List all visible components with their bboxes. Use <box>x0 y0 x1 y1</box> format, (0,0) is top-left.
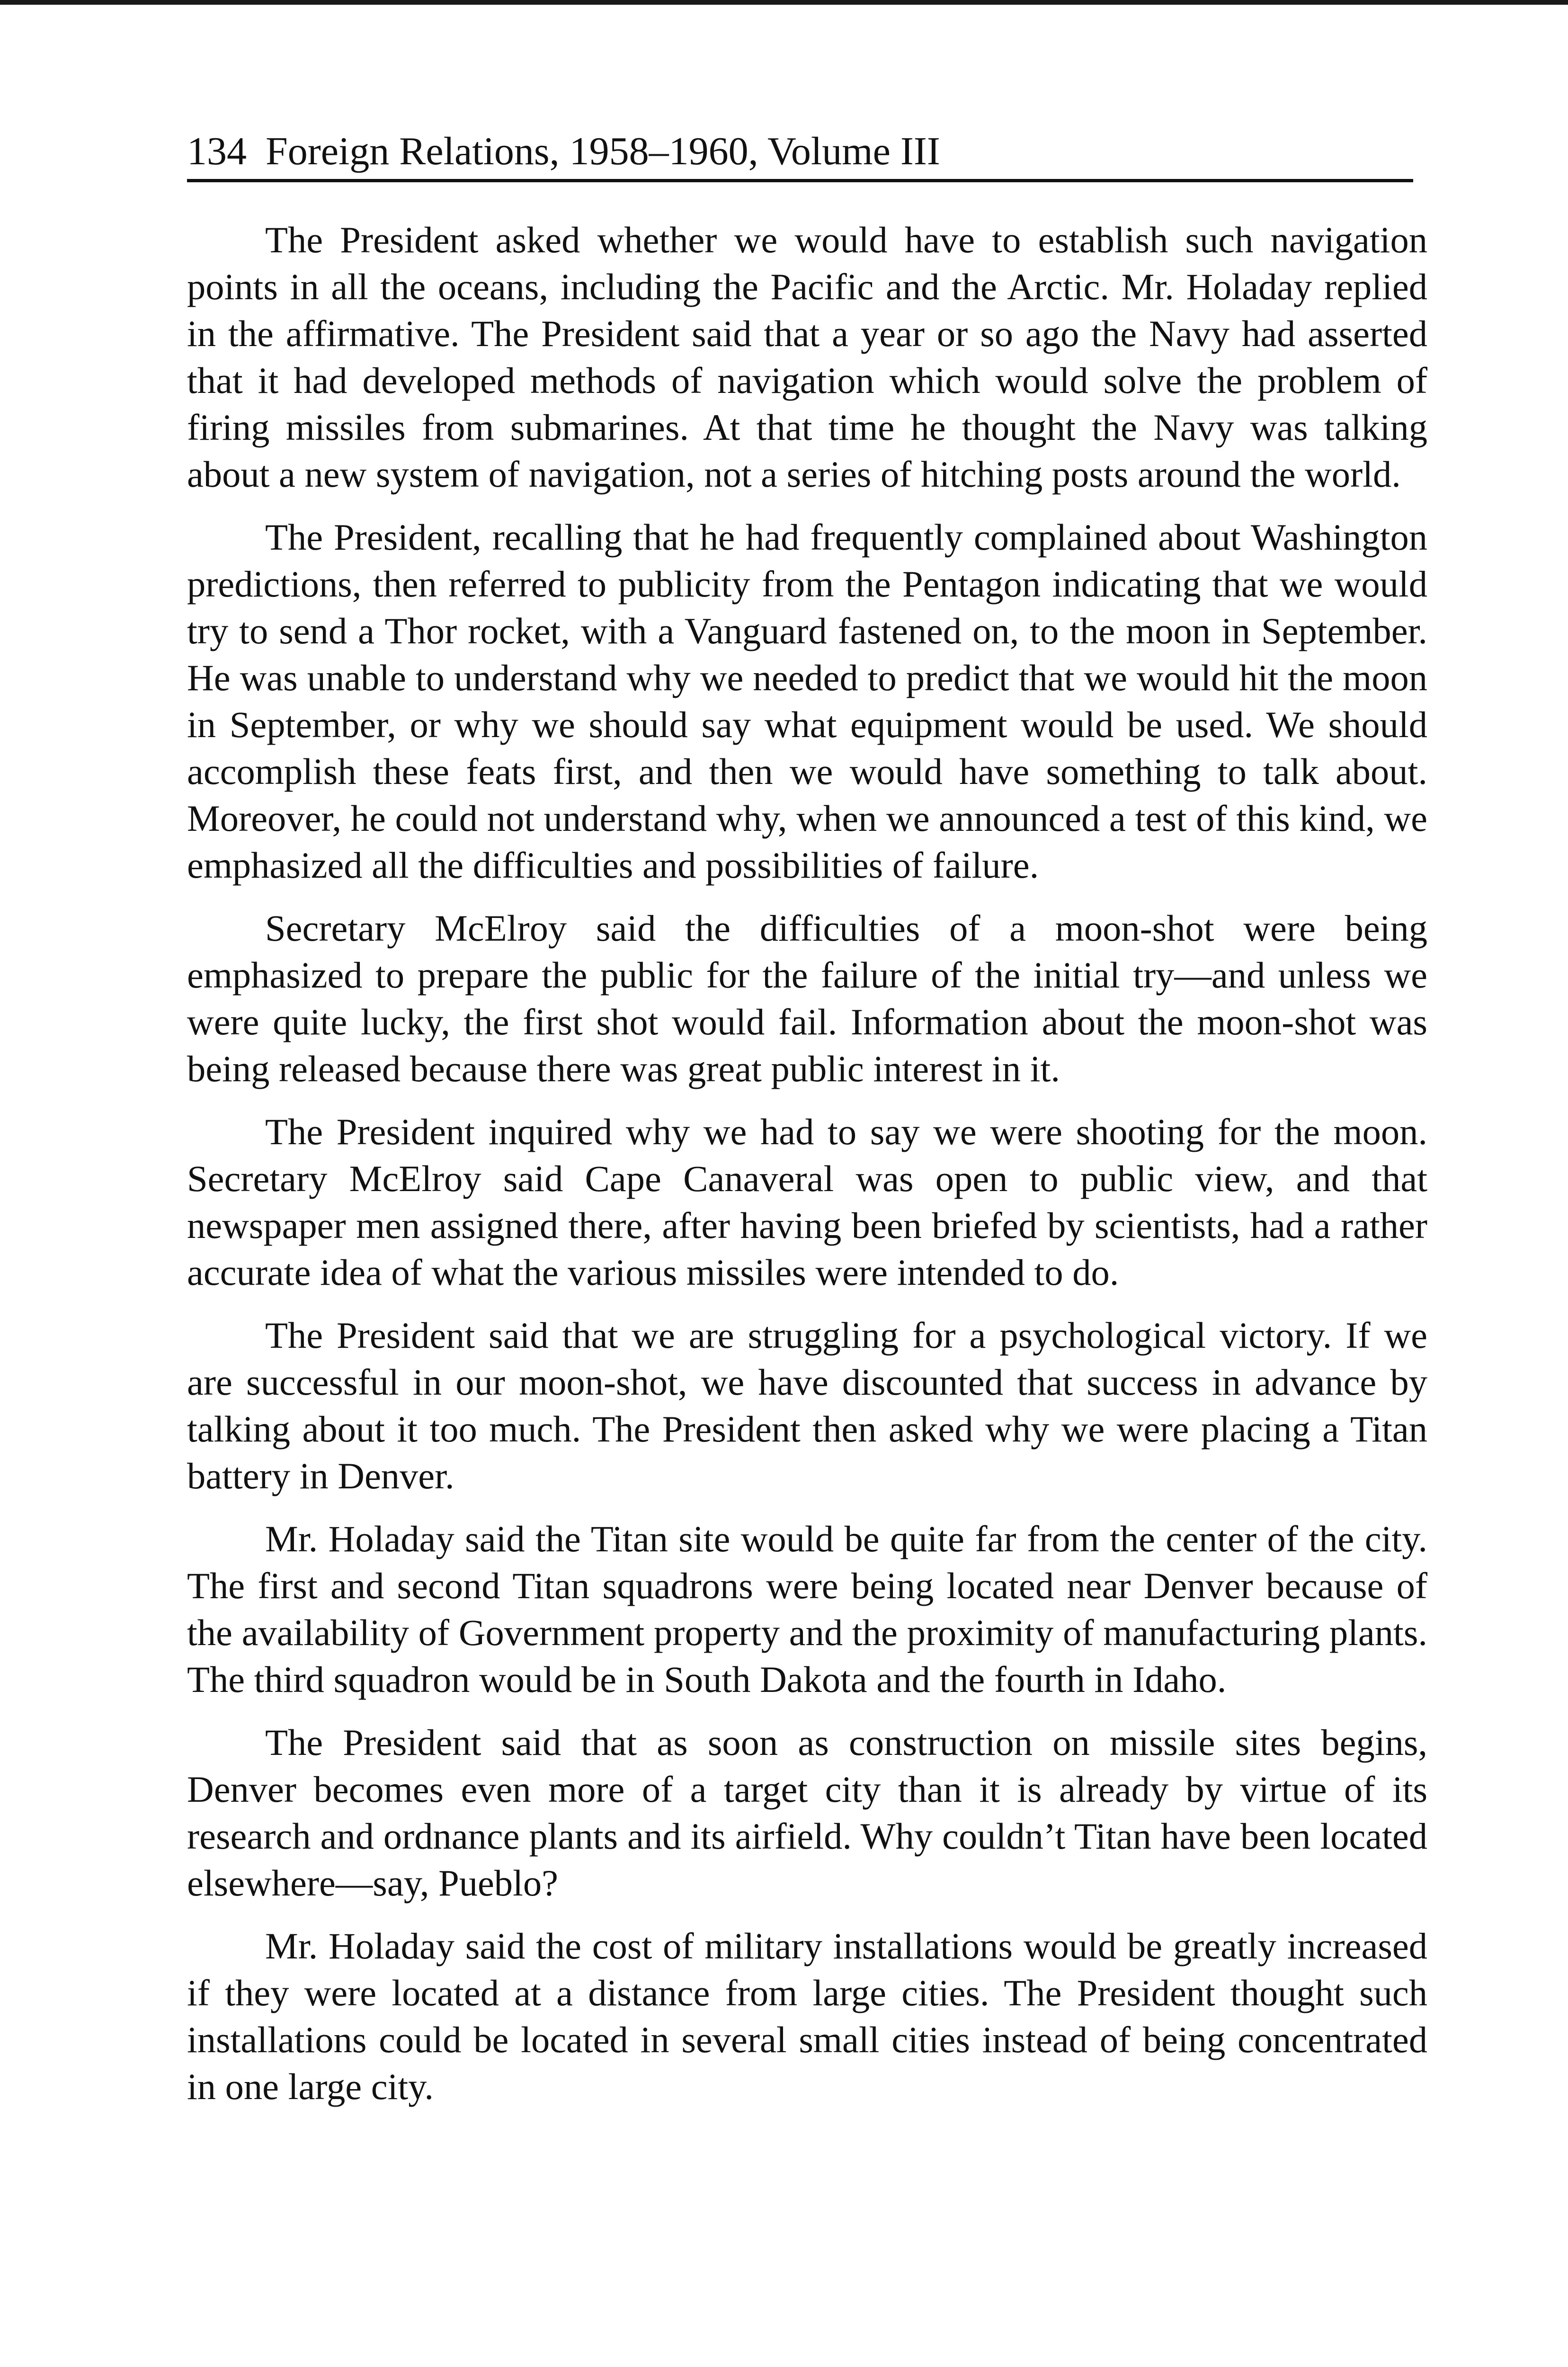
page-number: 134 <box>187 129 247 173</box>
paragraph: Secretary McElroy said the difficulties of a moon-shot were being emphasized to prepare the public for the failure of the initial try—and unless we were quite lucky, the first shot would fail. Information about the moon-shot was being released because there was great public interest in it. <box>187 908 1427 1089</box>
scan-top-edge <box>0 0 1568 5</box>
paragraph: The President inquired why we had to say we were shooting for the moon. Secretary McElroy said Cape Canaveral was open to public view, and that newspaper men assigned there, after having been briefed by scientists, had a rather accurate idea of what the various missiles were intended to do. <box>187 1111 1427 1293</box>
paragraph: Mr. Holaday said the cost of military installations would be greatly increased if they were located at a distance from large cities. The President thought such installations could be located in several small cities instead of being concentrated in one large city. <box>187 1925 1427 2107</box>
running-head <box>187 128 1413 182</box>
paragraph: Mr. Holaday said the Titan site would be quite far from the center of the city. The first and second Titan squadrons were being located near Denver because of the availability of Government property and the proximity of manufacturing plants. The third squadron would be in South Dakota and the fourth in Idaho. <box>187 1518 1427 1700</box>
document-page <box>187 128 1432 2126</box>
paragraph: The President said that as soon as construction on missile sites begins, Denver becomes even more of a target city than it is already by virtue of its research and ordnance plants and its airfield. Why couldn’t Titan have been located elsewhere—say, Pueblo? <box>187 1722 1427 1904</box>
paragraph: The President, recalling that he had frequently complained about Washington predictions, then referred to publicity from the Pentagon indicating that we would try to send a Thor rocket, with a Vanguard fastened on, to the moon in September. He was unable to understand why we needed to predict that we would hit the moon in September, or why we should say what equipment would be used. We should accomplish these feats first, and then we would have something to talk about. Moreover, he could not understand why, when we announced a test of this kind, we emphasized all the difficulties and possibilities of failure. <box>187 516 1427 886</box>
body-text <box>187 216 1427 2110</box>
paragraph: The President asked whether we would have to establish such navigation points in all the oceans, including the Pacific and the Arctic. Mr. Holaday replied in the affirmative. The President said that a year or so ago the Navy had asserted that it had developed methods of navigation which would solve the problem of firing missiles from submarines. At that time he thought the Navy was talking about a new system of navigation, not a series of hitching posts around the world. <box>187 219 1427 495</box>
running-title: Foreign Relations, 1958–1960, Volume III <box>266 129 940 173</box>
paragraph: The President said that we are struggling for a psychological victory. If we are successful in our moon-shot, we have discounted that success in advance by talking about it too much. The President then asked why we were placing a Titan battery in Denver. <box>187 1315 1427 1496</box>
